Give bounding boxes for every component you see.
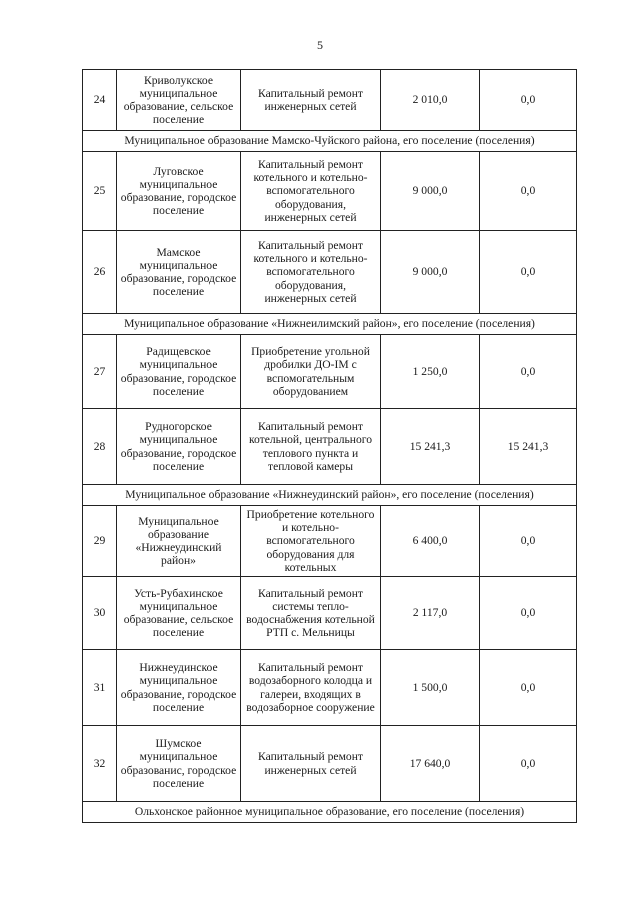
municipality-cell: Шумское муниципальное образованис, городское поселение — [117, 726, 241, 802]
row-number: 27 — [83, 335, 117, 409]
table-row — [83, 577, 577, 650]
amount-cell: 9 000,0 — [381, 231, 480, 314]
work-description-cell: Приобретение котельного и котельно-вспомогательного оборудования для котельных — [241, 506, 381, 577]
amount-cell: 2 010,0 — [381, 70, 480, 131]
amount-secondary-cell: 0,0 — [480, 70, 577, 131]
table-row — [83, 726, 577, 802]
table-row — [83, 506, 577, 577]
table-row — [83, 650, 577, 726]
table-row — [83, 335, 577, 409]
row-number: 30 — [83, 577, 117, 650]
municipality-cell: Усть-Рубахинское муниципальное образование, сельское поселение — [117, 577, 241, 650]
row-number: 25 — [83, 152, 117, 231]
municipality-cell: Нижнеудинское муниципальное образование, городское поселение — [117, 650, 241, 726]
section-header: Муниципальное образование Мамско-Чуйского района, его поселение (поселения) — [83, 131, 577, 152]
amount-secondary-cell: 15 241,3 — [480, 409, 577, 485]
section-header-row — [83, 131, 577, 152]
section-header: Муниципальное образование «Нижнеудинский район», его поселение (поселения) — [83, 485, 577, 506]
work-description-cell: Приобретение угольной дробилки ДО-IM с вспомогательным оборудованием — [241, 335, 381, 409]
amount-secondary-cell: 0,0 — [480, 506, 577, 577]
municipality-cell: Мамское муниципальное образование, городское поселение — [117, 231, 241, 314]
amount-secondary-cell: 0,0 — [480, 726, 577, 802]
section-header-row — [83, 314, 577, 335]
amount-cell: 1 500,0 — [381, 650, 480, 726]
amount-secondary-cell: 0,0 — [480, 577, 577, 650]
row-number: 28 — [83, 409, 117, 485]
amount-cell: 17 640,0 — [381, 726, 480, 802]
work-description-cell: Капитальный ремонт котельного и котельно-вспомогательного оборудования, инженерных сетей — [241, 231, 381, 314]
section-header-row — [83, 485, 577, 506]
work-description-cell: Капитальный ремонт системы тепло-водоснабжения котельной РТП с. Мельницы — [241, 577, 381, 650]
work-description-cell: Капитальный ремонт инженерных сетей — [241, 70, 381, 131]
amount-cell: 2 117,0 — [381, 577, 480, 650]
amount-cell: 15 241,3 — [381, 409, 480, 485]
table-row — [83, 152, 577, 231]
municipality-cell: Луговское муниципальное образование, городское поселение — [117, 152, 241, 231]
row-number: 32 — [83, 726, 117, 802]
page-number: 5 — [317, 38, 323, 52]
amount-cell: 1 250,0 — [381, 335, 480, 409]
municipality-cell: Криволукское муниципальное образование, сельское поселение — [117, 70, 241, 131]
section-header-row — [83, 802, 577, 823]
work-description-cell: Капитальный ремонт котельного и котельно-вспомогательного оборудования, инженерных сетей — [241, 152, 381, 231]
municipality-cell: Радищевское муниципальное образование, городское поселение — [117, 335, 241, 409]
section-header: Муниципальное образование «Нижнеилимский район», его поселение (поселения) — [83, 314, 577, 335]
amount-secondary-cell: 0,0 — [480, 231, 577, 314]
row-number: 24 — [83, 70, 117, 131]
amount-cell: 9 000,0 — [381, 152, 480, 231]
budget-table — [82, 69, 577, 823]
work-description-cell: Капитальный ремонт водозаборного колодца и галереи, входящих в водозаборное сооружение — [241, 650, 381, 726]
amount-secondary-cell: 0,0 — [480, 152, 577, 231]
municipality-cell: Муниципальное образование «Нижнеудинский район» — [117, 506, 241, 577]
table-row — [83, 70, 577, 131]
section-header: Ольхонское районное муниципальное образование, его поселение (поселения) — [83, 802, 577, 823]
work-description-cell: Капитальный ремонт котельной, центрального теплового пункта и тепловой камеры — [241, 409, 381, 485]
row-number: 29 — [83, 506, 117, 577]
work-description-cell: Капитальный ремонт инженерных сетей — [241, 726, 381, 802]
table-row — [83, 409, 577, 485]
municipality-cell: Рудногорское муниципальное образование, городское поселение — [117, 409, 241, 485]
amount-secondary-cell: 0,0 — [480, 335, 577, 409]
row-number: 26 — [83, 231, 117, 314]
row-number: 31 — [83, 650, 117, 726]
amount-cell: 6 400,0 — [381, 506, 480, 577]
amount-secondary-cell: 0,0 — [480, 650, 577, 726]
table-row — [83, 231, 577, 314]
